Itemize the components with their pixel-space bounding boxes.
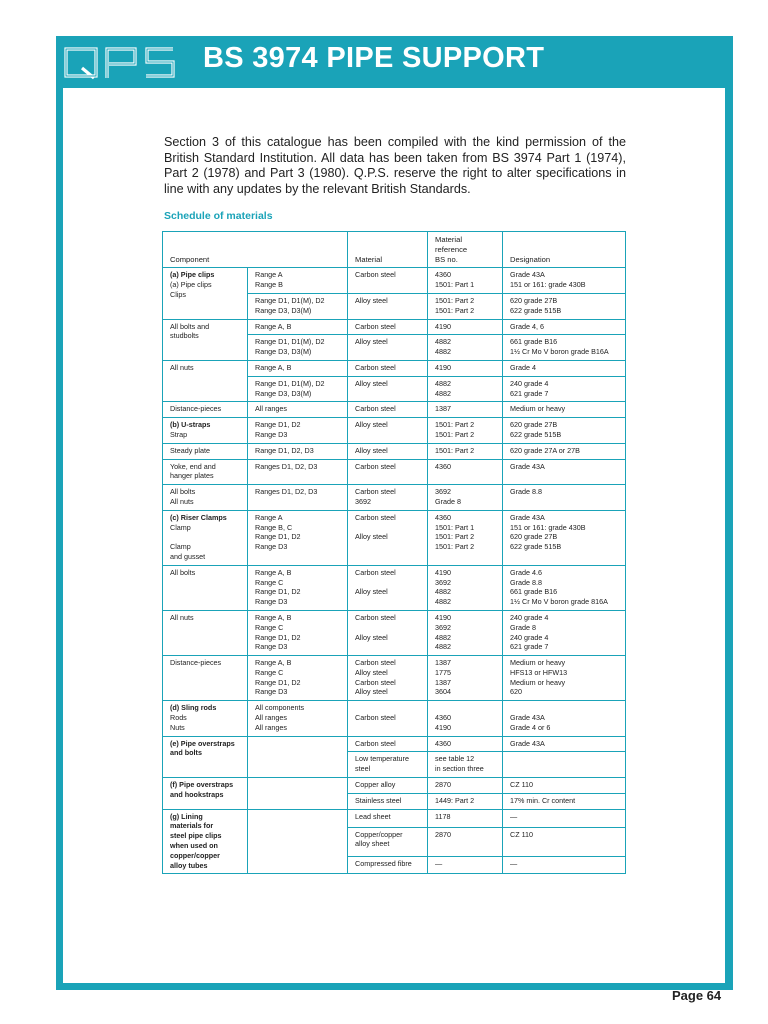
- component-text: (a) Pipe clips Clips: [170, 280, 212, 299]
- table-row: [163, 402, 626, 418]
- table-row: [163, 610, 626, 655]
- component-text: All bolts All nuts: [170, 487, 196, 506]
- group-heading: (f) Pipe overstraps and hookstraps: [170, 780, 234, 799]
- cell-bs-no: 4360: [428, 736, 503, 752]
- cell-component: [163, 443, 248, 459]
- group-heading: (d) Sling rods: [170, 703, 217, 713]
- table-row: [163, 510, 626, 565]
- cell-material: Alloy steel: [348, 376, 428, 402]
- cell-range: Range D1, D1(M), D2 Range D3, D3(M): [248, 293, 348, 319]
- component-text: All bolts and studbolts: [170, 321, 210, 341]
- cell-designation: 620 grade 27A or 27B: [503, 443, 626, 459]
- cell-material: Carbon steel: [348, 459, 428, 485]
- cell-bs-no: 1387 1775 1387 3604: [428, 656, 503, 701]
- cell-component: [163, 701, 248, 736]
- cell-material: Carbon steel: [348, 319, 428, 335]
- cell-designation: 240 grade 4 621 grade 7: [503, 376, 626, 402]
- cell-designation: CZ 110: [503, 827, 626, 856]
- cell-range: Range A, B: [248, 360, 348, 376]
- table-row: [163, 565, 626, 610]
- cell-designation: —: [503, 809, 626, 827]
- cell-bs-no: 1449: Part 2: [428, 793, 503, 809]
- table-row: [163, 268, 626, 294]
- component-text: All bolts: [170, 567, 196, 577]
- cell-range: All components All ranges All ranges: [248, 701, 348, 736]
- cell-range: Range A Range B: [248, 268, 348, 294]
- header-bs-no-label: BS no.: [435, 254, 458, 264]
- table-row: [163, 701, 626, 736]
- cell-material: Copper alloy: [348, 778, 428, 794]
- cell-designation: 17% min. Cr content: [503, 793, 626, 809]
- cell-range: All ranges: [248, 402, 348, 418]
- cell-component: [163, 360, 248, 401]
- cell-range: Range D1, D1(M), D2 Range D3, D3(M): [248, 335, 348, 361]
- header-component: Component: [163, 232, 348, 268]
- cell-component: [163, 319, 248, 360]
- header-material-reference: Material reference: [435, 235, 468, 254]
- cell-material: Carbon steel: [348, 736, 428, 752]
- cell-designation: Grade 43A 151 or 161: grade 430B: [503, 268, 626, 294]
- cell-material: Carbon steel: [348, 360, 428, 376]
- cell-component: [163, 418, 248, 444]
- cell-designation: Grade 43A: [503, 736, 626, 752]
- component-text: Strap: [170, 429, 188, 439]
- cell-bs-no: 2870: [428, 778, 503, 794]
- page-title: BS 3974 PIPE SUPPORT: [203, 42, 545, 74]
- cell-bs-no: 1501: Part 2: [428, 443, 503, 459]
- table-row: [163, 485, 626, 511]
- component-text: Rods Nuts: [170, 713, 187, 732]
- cell-component: [163, 268, 248, 319]
- cell-designation: Grade 4.6 Grade 8.8 661 grade B16 1½ Cr Mo V boron grade 816A: [503, 565, 626, 610]
- cell-material: Copper/copper alloy sheet: [348, 827, 428, 856]
- cell-material: Alloy steel: [348, 335, 428, 361]
- cell-bs-no: 4190: [428, 319, 503, 335]
- cell-component: [163, 809, 248, 874]
- group-heading: (c) Riser Clamps: [170, 512, 227, 522]
- cell-range: Range A, B: [248, 319, 348, 335]
- cell-material: Alloy steel: [348, 418, 428, 444]
- cell-material: Lead sheet: [348, 809, 428, 827]
- cell-designation: Grade 4: [503, 360, 626, 376]
- cell-bs-no: 4360 1501: Part 1 1501: Part 2 1501: Part 2: [428, 510, 503, 565]
- table-row: [163, 736, 626, 752]
- cell-material: Carbon steel: [348, 701, 428, 736]
- component-text: Distance-pieces: [170, 404, 222, 414]
- cell-designation: Medium or heavy HFS13 or HFW13 Medium or heavy 620: [503, 656, 626, 701]
- table-row: [163, 459, 626, 485]
- cell-bs-no: 4882 4882: [428, 335, 503, 361]
- cell-bs-no: 1501: Part 2 1501: Part 2: [428, 293, 503, 319]
- component-text: All nuts: [170, 612, 194, 622]
- cell-component: [163, 565, 248, 610]
- cell-bs-no: 3692 Grade 8: [428, 485, 503, 511]
- cell-material: Low temperature steel: [348, 752, 428, 778]
- cell-component: [163, 778, 248, 810]
- cell-material: Alloy steel: [348, 443, 428, 459]
- cell-range: Range D1, D1(M), D2 Range D3, D3(M): [248, 376, 348, 402]
- cell-range: Range A, B Range C Range D1, D2 Range D3: [248, 656, 348, 701]
- cell-range: Range A, B Range C Range D1, D2 Range D3: [248, 610, 348, 655]
- cell-component: [163, 610, 248, 655]
- cell-bs-no: 1501: Part 2 1501: Part 2: [428, 418, 503, 444]
- cell-bs-no: 2870: [428, 827, 503, 856]
- cell-designation: Grade 8.8: [503, 485, 626, 511]
- header-bs-no: [428, 232, 503, 268]
- cell-bs-no: —: [428, 856, 503, 874]
- group-heading: (b) U-straps: [170, 420, 211, 430]
- cell-component: [163, 402, 248, 418]
- intro-paragraph: Section 3 of this catalogue has been compiled with the kind permission of the British Standard Institution. All data has been taken from BS 3974 Part 1 (1974), Part 2 (1978) and Part 3 (1980). Q.P.S. reserve the right to alter specifications in line with any updates by the relevant British Standards.: [164, 135, 626, 196]
- cell-range: Range D1, D2, D3: [248, 443, 348, 459]
- cell-designation: [503, 752, 626, 778]
- cell-designation: Medium or heavy: [503, 402, 626, 418]
- cell-bs-no: 4190 3692 4882 4882: [428, 610, 503, 655]
- table-header-row: [163, 232, 626, 268]
- component-text: Steady plate: [170, 445, 210, 455]
- cell-bs-no: 4190: [428, 360, 503, 376]
- header-designation: Designation: [503, 232, 626, 268]
- component-text: Distance-pieces: [170, 658, 222, 668]
- cell-designation: Grade 4, 6: [503, 319, 626, 335]
- cell-range: [248, 736, 348, 777]
- cell-bs-no: 1178: [428, 809, 503, 827]
- group-heading: (e) Pipe overstraps and bolts: [170, 738, 235, 758]
- table-row: [163, 656, 626, 701]
- cell-designation: CZ 110: [503, 778, 626, 794]
- cell-component: [163, 510, 248, 565]
- cell-designation: Grade 43A Grade 4 or 6: [503, 701, 626, 736]
- cell-material: Compressed fibre: [348, 856, 428, 874]
- component-text: Clamp Clamp and gusset: [170, 522, 206, 561]
- cell-component: [163, 736, 248, 777]
- cell-material: Carbon steel Alloy steel: [348, 510, 428, 565]
- group-heading: (g) Lining materials for steel pipe clips when used on copper/copper alloy tubes: [170, 811, 222, 870]
- component-text: All nuts: [170, 362, 194, 372]
- cell-material: Carbon steel Alloy steel Carbon steel Alloy steel: [348, 656, 428, 701]
- cell-range: Ranges D1, D2, D3: [248, 459, 348, 485]
- cell-designation: 240 grade 4 Grade 8 240 grade 4 621 grade 7: [503, 610, 626, 655]
- cell-designation: —: [503, 856, 626, 874]
- cell-designation: 661 grade B16 1½ Cr Mo V boron grade B16A: [503, 335, 626, 361]
- header-material: Material: [348, 232, 428, 268]
- cell-material: Carbon steel Alloy steel: [348, 610, 428, 655]
- cell-material: Carbon steel: [348, 402, 428, 418]
- table-row: [163, 809, 626, 827]
- table-row: [163, 443, 626, 459]
- materials-table: [162, 231, 626, 874]
- table-row: [163, 360, 626, 376]
- cell-bs-no: 4190 3692 4882 4882: [428, 565, 503, 610]
- cell-material: Carbon steel 3692: [348, 485, 428, 511]
- section-heading: Schedule of materials: [164, 210, 273, 222]
- cell-range: Range A Range B, C Range D1, D2 Range D3: [248, 510, 348, 565]
- cell-material: Alloy steel: [348, 293, 428, 319]
- qps-logo: [64, 46, 178, 80]
- cell-range: [248, 809, 348, 874]
- cell-component: [163, 656, 248, 701]
- cell-designation: Grade 43A: [503, 459, 626, 485]
- cell-material: Carbon steel: [348, 268, 428, 294]
- cell-bs-no: see table 12 in section three: [428, 752, 503, 778]
- cell-component: [163, 485, 248, 511]
- cell-bs-no: 4360 4190: [428, 701, 503, 736]
- cell-designation: Grade 43A 151 or 161: grade 430B 620 grade 27B 622 grade 515B: [503, 510, 626, 565]
- cell-bs-no: 1387: [428, 402, 503, 418]
- cell-range: Range A, B Range C Range D1, D2 Range D3: [248, 565, 348, 610]
- cell-component: [163, 459, 248, 485]
- cell-range: [248, 778, 348, 810]
- cell-designation: 620 grade 27B 622 grade 515B: [503, 293, 626, 319]
- component-text: Yoke, end and hanger plates: [170, 461, 216, 481]
- cell-material: Stainless steel: [348, 793, 428, 809]
- cell-bs-no: 4882 4882: [428, 376, 503, 402]
- group-heading: (a) Pipe clips: [170, 270, 215, 280]
- cell-designation: 620 grade 27B 622 grade 515B: [503, 418, 626, 444]
- table-row: [163, 778, 626, 794]
- cell-bs-no: 4360: [428, 459, 503, 485]
- page-number: Page 64: [672, 988, 722, 1003]
- table-row: [163, 418, 626, 444]
- cell-range: Range D1, D2 Range D3: [248, 418, 348, 444]
- table-row: [163, 319, 626, 335]
- cell-material: Carbon steel Alloy steel: [348, 565, 428, 610]
- cell-range: Ranges D1, D2, D3: [248, 485, 348, 511]
- cell-bs-no: 4360 1501: Part 1: [428, 268, 503, 294]
